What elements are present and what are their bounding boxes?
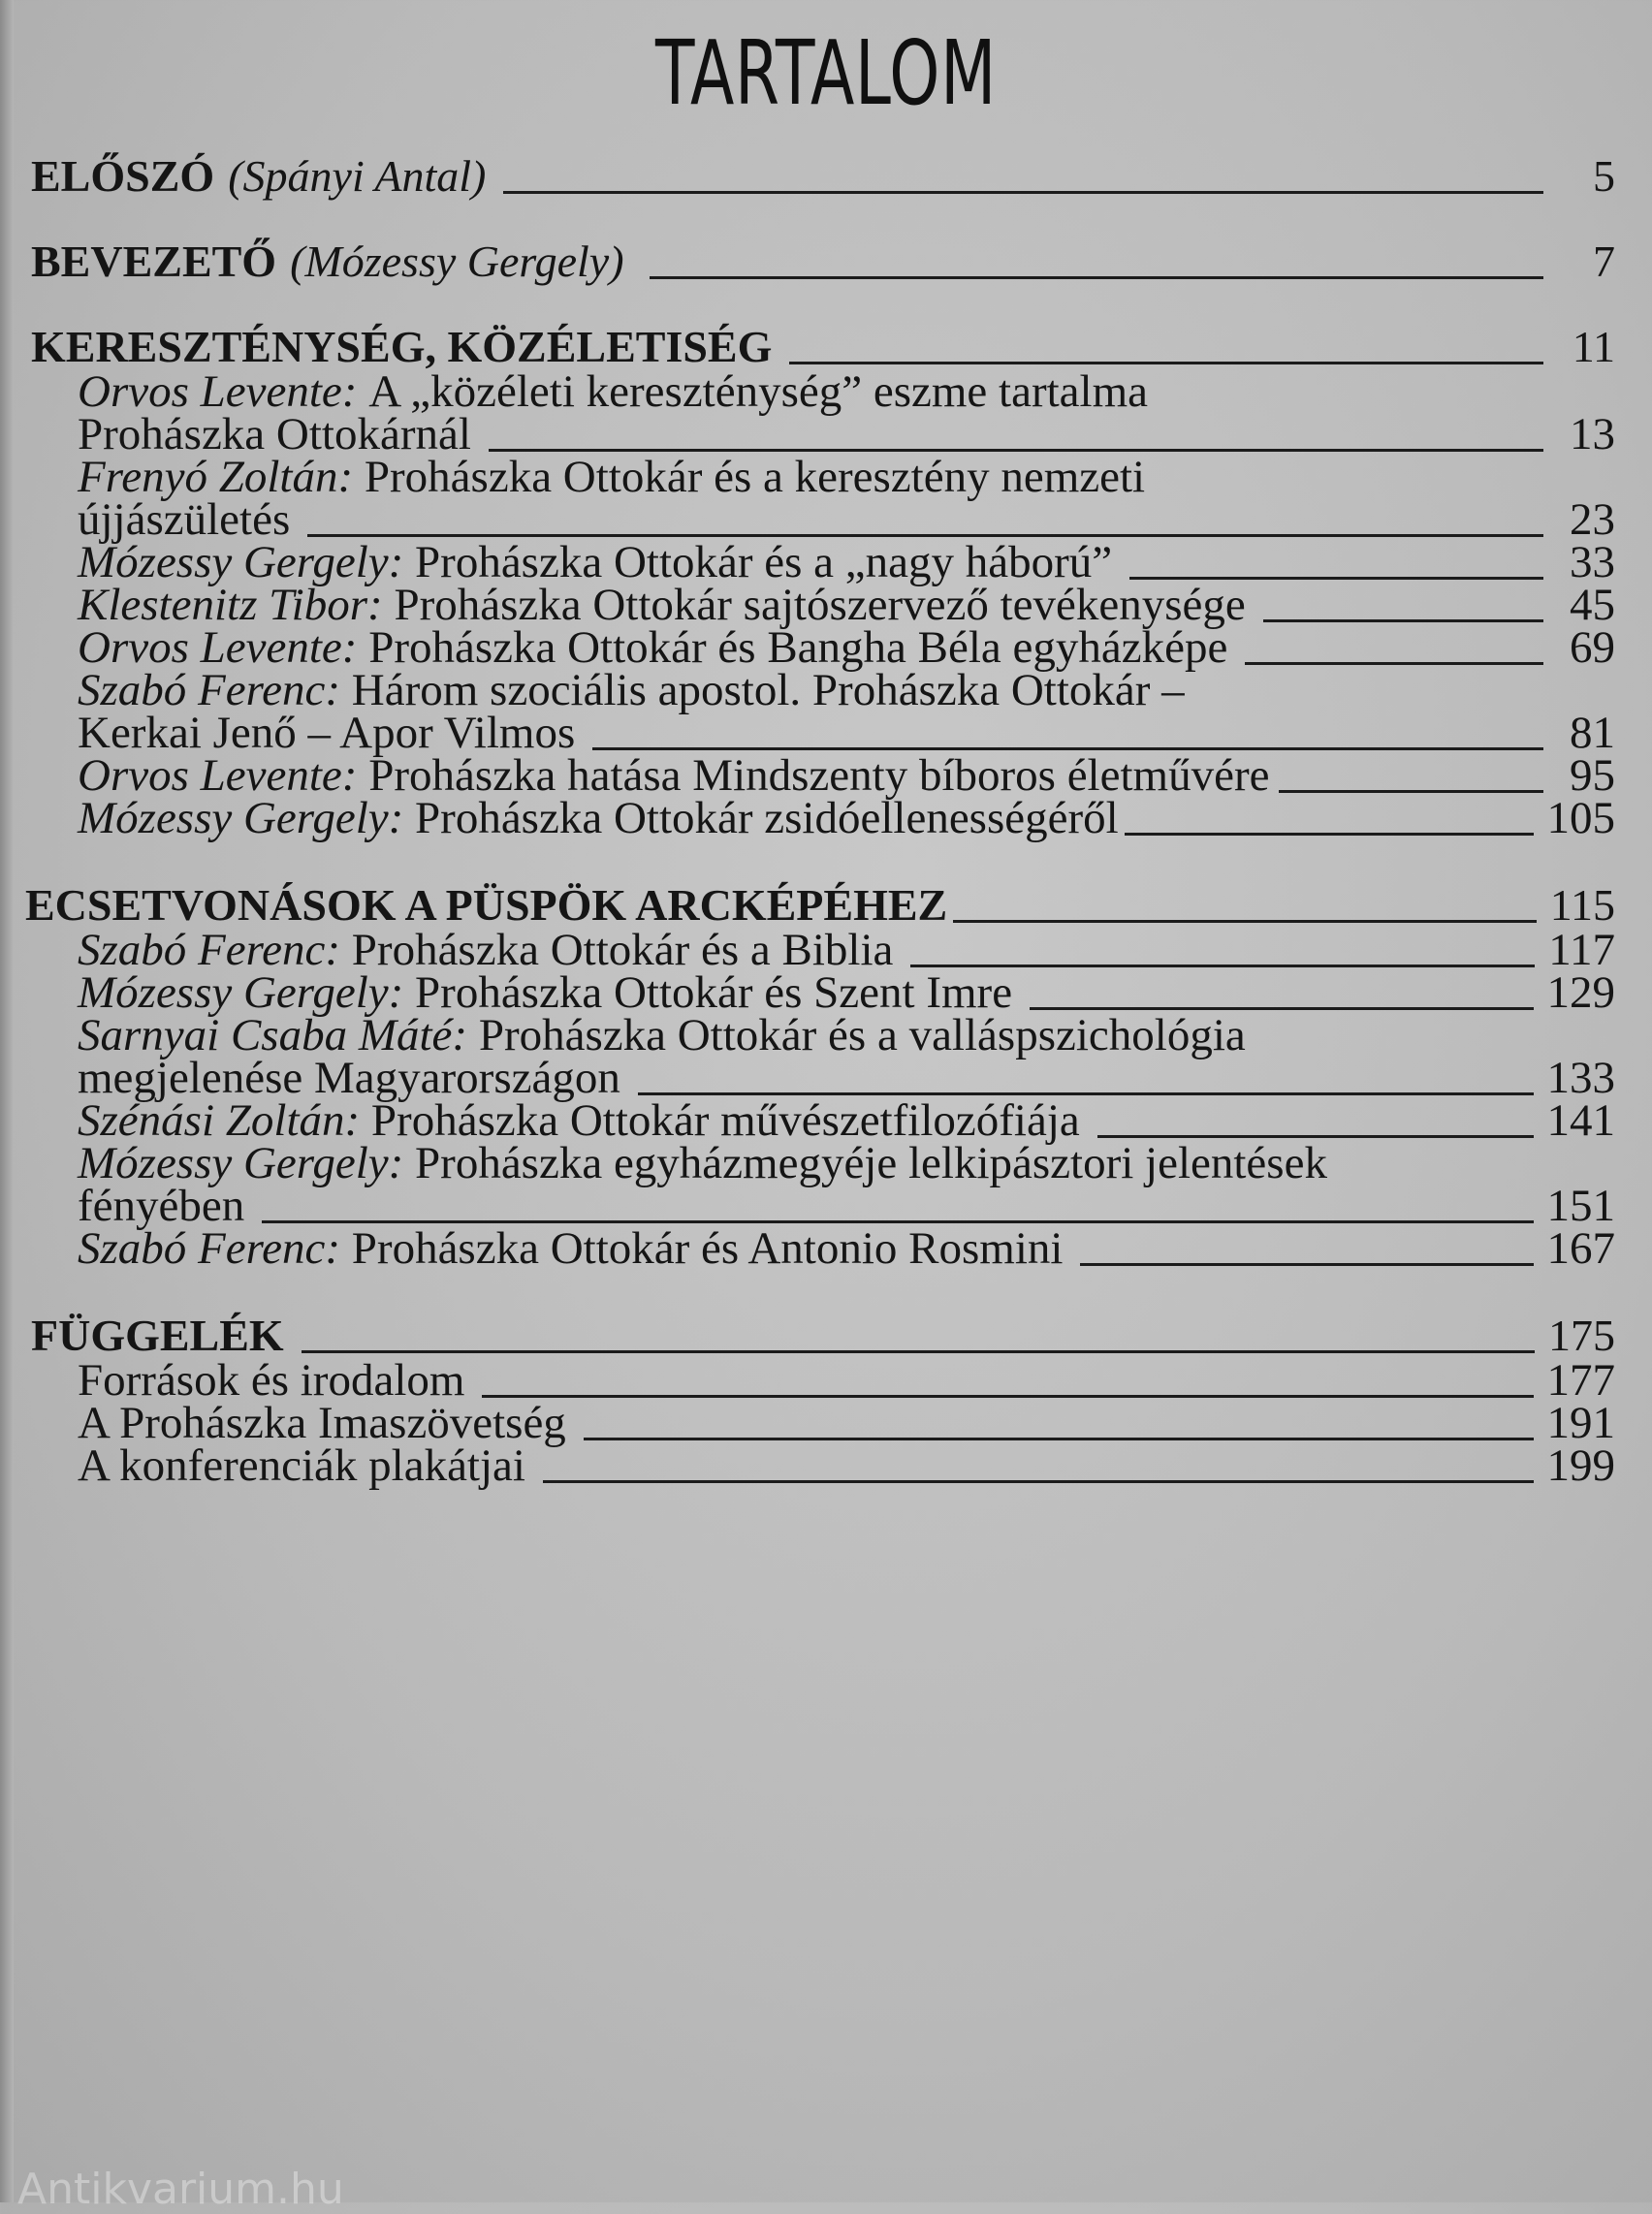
toc-entry-title: Prohászka Ottokár művészetfilozófiája [370,1095,1080,1146]
page-number: 33 [1570,537,1615,587]
toc-entry-title: Prohászka Ottokár és a „nagy háború” [415,537,1113,587]
toc-entry-author: Mózessy Gergely: [78,537,404,587]
toc-entry-title: Prohászka Ottokár és Bangha Béla egyházképe [368,622,1228,673]
toc-entry-title-cont: Prohászka Ottokárnál [78,409,471,459]
toc-entry-title: Prohászka Ottokár sajtószervező tevékenysége [394,580,1246,630]
toc-entry-title: Prohászka Ottokár és a Biblia [351,925,894,975]
toc-entry-editor: (Mózessy Gergely) [290,237,624,286]
page-number: 141 [1546,1095,1615,1146]
section-title: FÜGGELÉK [31,1311,284,1360]
section-title: ECSETVONÁSOK A PÜSPÖK ARCKÉPÉHEZ [25,880,948,930]
toc-entry-title: Források és irodalom [78,1355,465,1406]
leader-line [1125,833,1534,836]
leader-line [503,191,1543,194]
leader-line [1245,662,1543,665]
page-number: 95 [1570,750,1615,801]
page-number: 129 [1546,967,1615,1018]
page-number: 115 [1549,880,1615,930]
toc-entry-author: Szénási Zoltán: [78,1095,361,1146]
page-number: 45 [1570,580,1615,630]
toc-entry-author: Mózessy Gergely: [78,793,404,843]
toc-entry [78,787,1615,845]
page-number: 177 [1546,1355,1615,1406]
toc-entry-title: Prohászka hatása Mindszenty bíboros életművére [368,750,1270,801]
toc-entry-author: Frenyó Zoltán: [78,452,354,502]
toc-entry-author: Orvos Levente: [78,366,358,417]
toc-entry-title: Prohászka Ottokár zsidóellenességéről [415,793,1119,843]
toc-entry [78,1435,1615,1493]
page-number: 167 [1546,1223,1615,1274]
toc-entry-title-cont: Kerkai Jenő – Apor Vilmos [78,708,576,758]
toc-entry-author: Orvos Levente: [78,622,358,673]
toc-entry-title-cont: megjelenése Magyarországon [78,1053,620,1103]
toc-entry-title: BEVEZETŐ [31,237,277,286]
page-number: 151 [1546,1181,1615,1231]
toc-entry-title: A „közéleti kereszténység” eszme tartalma [368,366,1149,417]
toc-entry-author: Szabó Ferenc: [78,925,341,975]
leader-line [650,276,1543,279]
page-number: 23 [1570,494,1615,545]
page-number: 191 [1546,1398,1615,1448]
page-number: 11 [1572,322,1615,371]
toc-entry-author: Klestenitz Tibor: [78,580,383,630]
toc-entry-title: A konferenciák plakátjai [78,1440,525,1491]
toc-entry-editor: (Spányi Antal) [228,151,487,201]
leader-line [1080,1263,1533,1266]
toc-entry-author: Sarnyai Csaba Máté: [78,1010,468,1060]
page-number: 5 [1593,151,1615,201]
toc-entry-author: Mózessy Gergely: [78,967,404,1018]
page-number: 175 [1548,1311,1615,1360]
page-number: 81 [1570,708,1615,758]
page-number: 199 [1546,1440,1615,1491]
page-number: 133 [1546,1053,1615,1103]
toc-entry-author: Mózessy Gergely: [78,1138,404,1188]
toc-entry-title: Prohászka Ottokár és Antonio Rosmini [351,1223,1064,1274]
toc-entry [78,1218,1615,1276]
section-title: KERESZTÉNYSÉG, KÖZÉLETISÉG [31,322,773,371]
toc-entry-title: Prohászka egyházmegyéje lelkipásztori jelentések [415,1138,1327,1188]
page-number: 13 [1570,409,1615,459]
watermark: Antikvarium.hu [17,2165,344,2214]
toc-entry-title: Prohászka Ottokár és a valláspszichológia [478,1010,1246,1060]
page-number: 69 [1570,622,1615,673]
toc-entry-eloszo [31,145,1615,204]
toc-entry-title: Prohászka Ottokár és a keresztény nemzeti [364,452,1146,502]
page-edge-shadow [0,0,14,2202]
toc-entry-bevezeto [31,231,1615,289]
toc-entry-title: Három szociális apostol. Prohászka Ottokár – [351,665,1185,715]
leader-line [543,1480,1534,1483]
page-title: TARTALOM [654,21,998,125]
toc-entry-author: Szabó Ferenc: [78,1223,341,1274]
toc-entry-author: Szabó Ferenc: [78,665,341,715]
page-number: 117 [1548,925,1615,975]
page-number: 105 [1546,793,1615,843]
toc-entry-author: Orvos Levente: [78,750,358,801]
toc-entry-title-cont: fényében [78,1181,245,1231]
toc-entry-title: A Prohászka Imaszövetség [78,1398,566,1448]
toc-entry-title-cont: újjászületés [78,494,291,545]
toc-entry-title: Prohászka Ottokár és Szent Imre [415,967,1013,1018]
page-number: 7 [1593,237,1615,286]
toc-entry-title: ELŐSZÓ [31,151,215,201]
